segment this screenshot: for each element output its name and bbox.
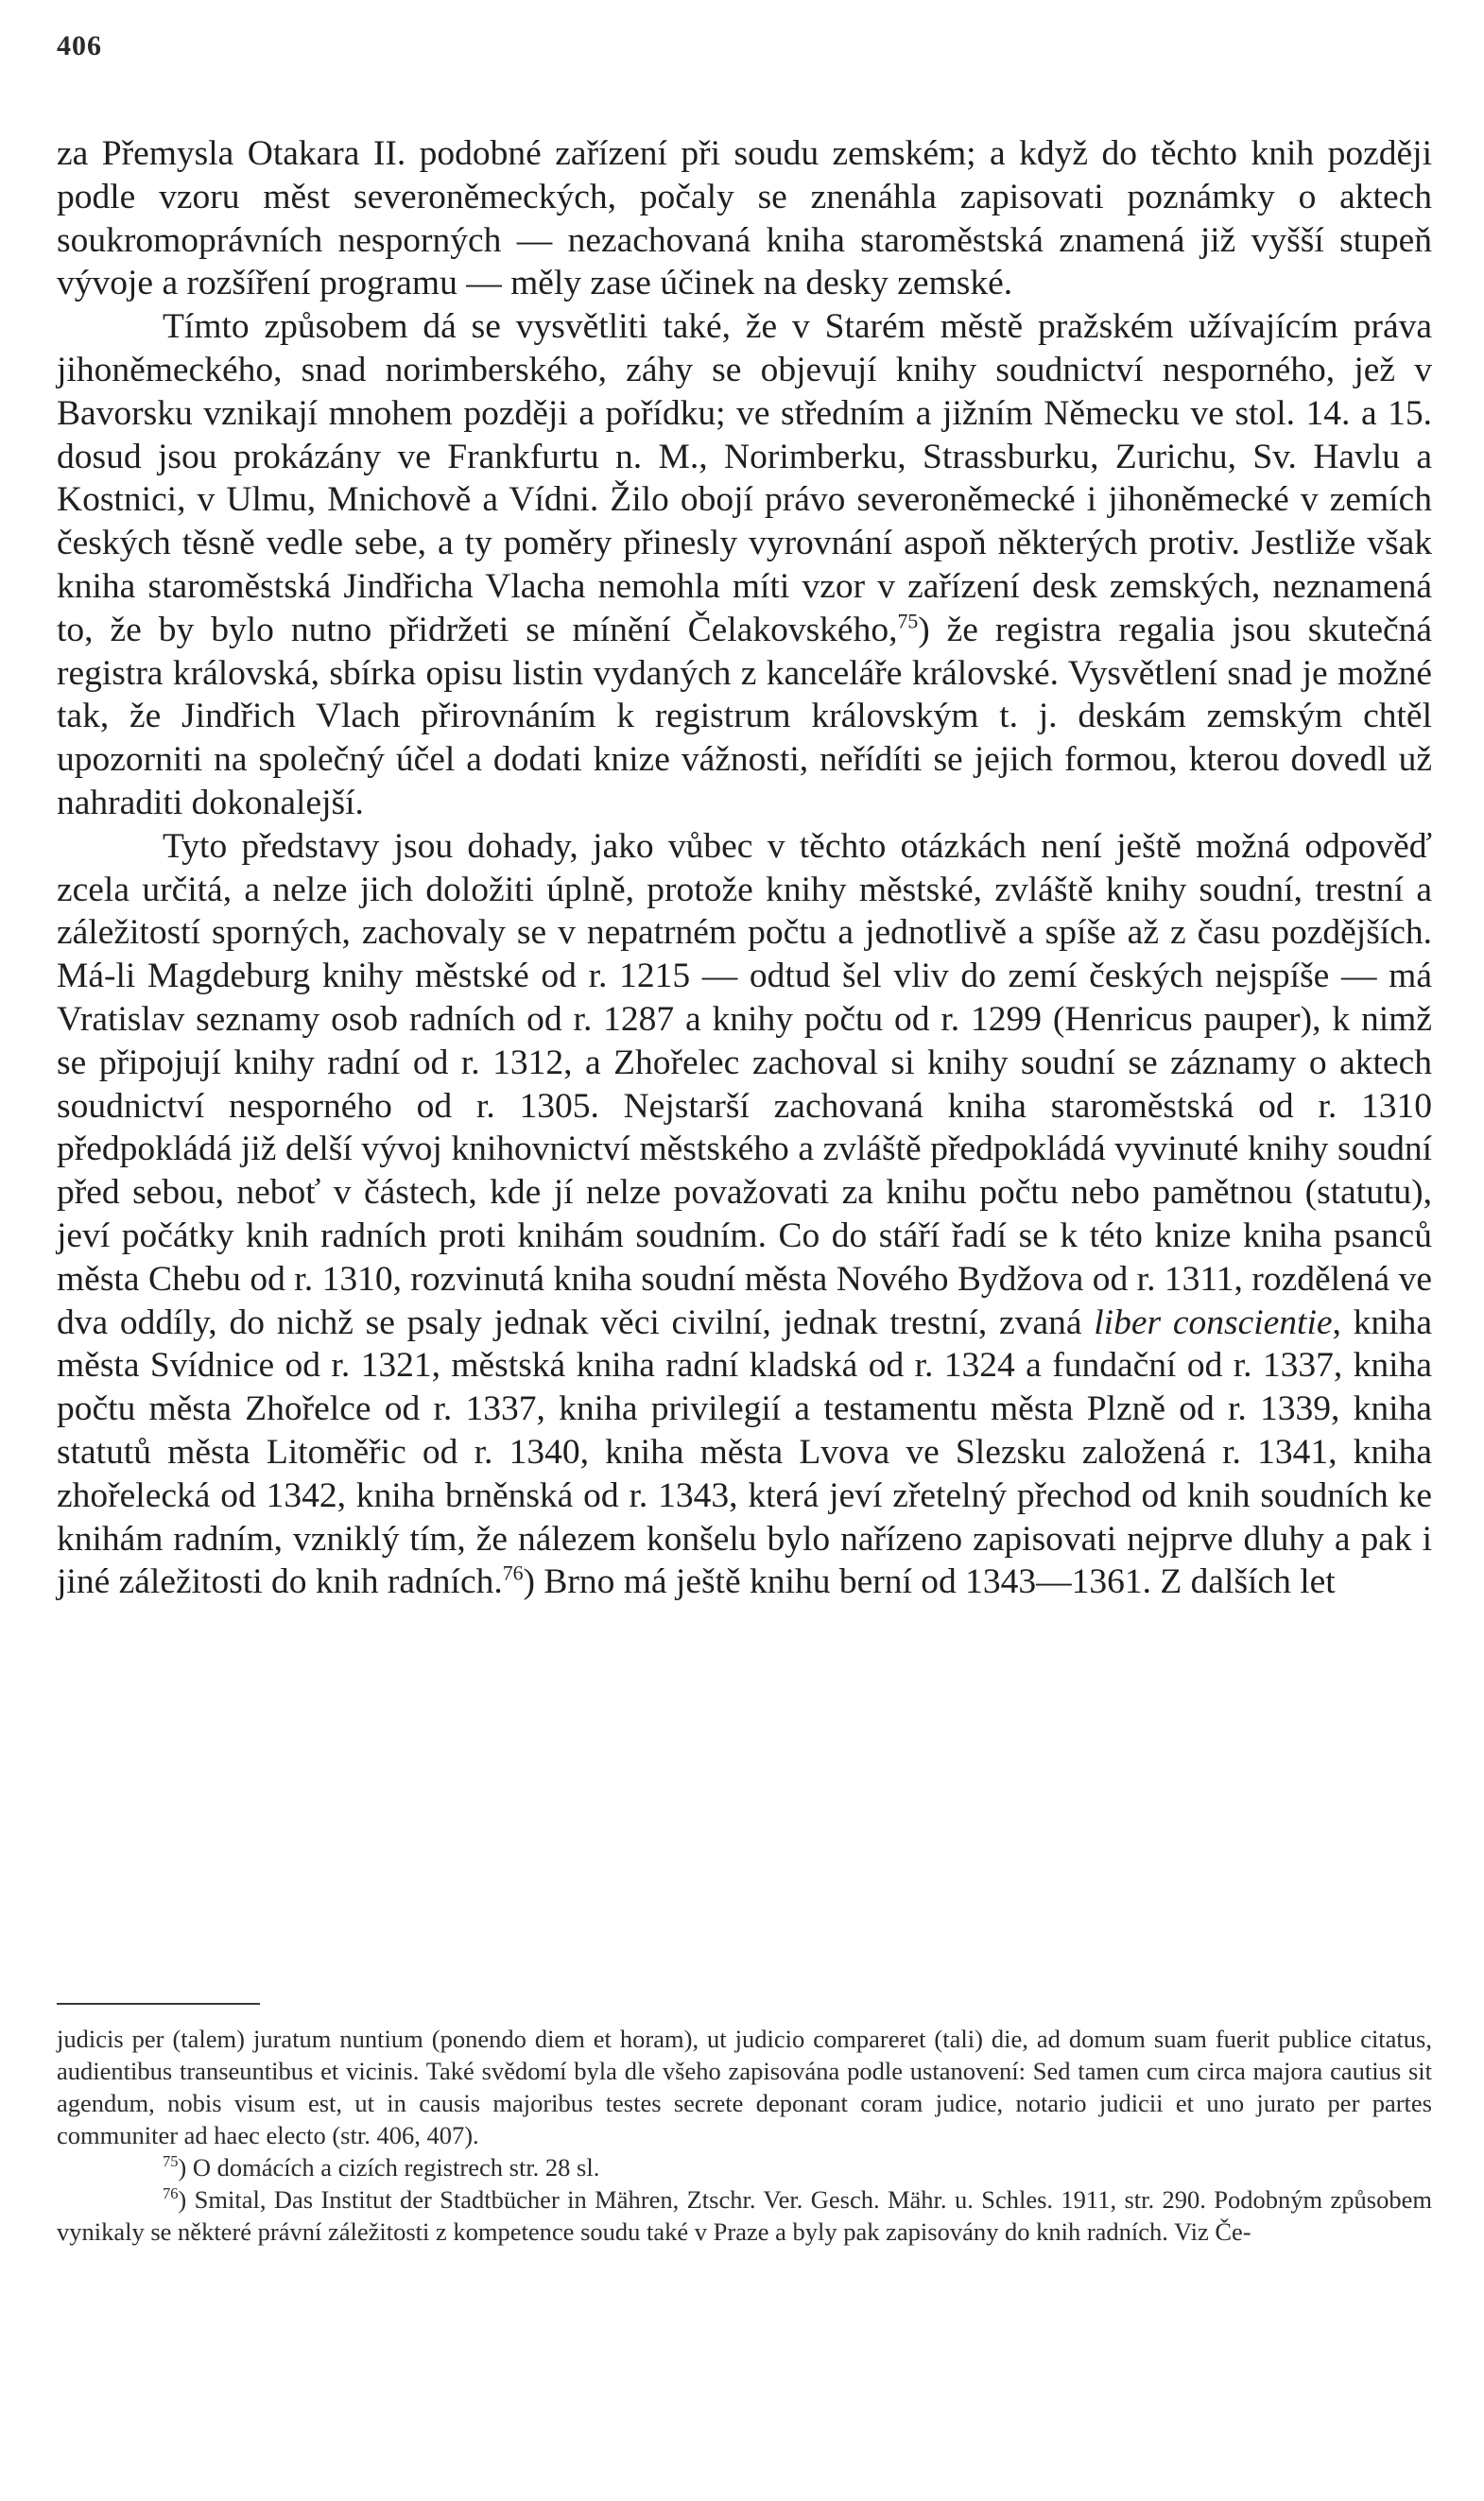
- paragraph-3-text-a: Tyto představy jsou dohady, jako vůbec v těchto otázkách není ještě možná odpověď zcela určitá, a nelze jich doložiti úplně, protože knihy městské, zvláště knihy soudní, trestní a záležitostí sporných, zachovaly se v nepatrném počtu a jednotlivě a spíše až z času pozdějších. Má-li Magdeburg knihy městské od r. 1215 — odtud šel vliv do zemí českých nejspíše — má Vratislav seznamy osob radních od r. 1287 a knihy počtu od r. 1299 (Henricus pauper), k nimž se připojují knihy radní od r. 1312, a Zhořelec zachoval si knihy soudní se záznamy o aktech soudnictví nesporného od r. 1305. Nejstarší zachovaná kniha staroměstská od r. 1310 předpokládá již delší vývoj knihovnictví městského a zvláště předpokládá vyvinuté knihy soudní před sebou, neboť v částech, kde jí nelze považovati za knihu počtu nebo pamětnou (statutu), jeví počátky knih radních proti knihám soudním. Co do stáří řadí se k této knize kniha psanců města Chebu od r. 1310, rozvinutá kniha soudní města Nového Bydžova od r. 1311, rozdělená ve dva oddíly, do nichž se psaly jednak věci civilní, jednak trestní, zvaná: [57, 826, 1432, 1342]
- paragraph-2-text-a: Tímto způsobem dá se vysvětliti také, že v Starém městě pražském užívajícím práva jihoněmeckého, snad norimberského, záhy se objevují knihy soudnictví nesporného, jež v Bavorsku vznikají mnohem později a pořídku; ve středním a jižním Německu ve stol. 14. a 15. dosud jsou prokázány ve Frankfurtu n. M., Norimberku, Strassburku, Zurichu, Sv. Havlu a Kostnici, v Ulmu, Mnichově a Vídni. Žilo obojí právo severoněmecké i jihoněmecké v zemích českých těsně vedle sebe, a ty poměry přinesly vyrovnání aspoň některých protiv. Jestliže však kniha staroměstská Jindřicha Vlacha nemohla míti vzor v zařízení desk zemských, neznamená to, že by bylo nutno přidržeti se mínění Čelakovského,: [57, 307, 1432, 649]
- footnote-ref-75: 75: [897, 610, 919, 633]
- footnote-continuation: judicis per (talem) juratum nuntium (ponendo diem et horam), ut judicio compareret (tali) die, ad domum suam fuerit publice citatus, audientibus transeuntibus et vicinis. Také svědomí byla dle všeho zapisována podle ustanovení: Sed tamen cum circa majora cautius sit agendum, nobis visum est, ut in causis majoribus testes secrete deponant coram judice, notario judicii et uno jurato per partes communiter ad haec electo (str. 406, 407).: [57, 2025, 1432, 2149]
- footnote-75-mark: 75: [163, 2152, 179, 2171]
- paragraph-3-text-b: , kniha města Svídnice od r. 1321, městská kniha radní kladská od r. 1324 a fundační od r. 1337, kniha počtu města Zhořelce od r. 1337, kniha privilegií a testamentu města Plzně od r. 1339, kniha statutů města Litoměřic od r. 1340, kniha města Lvova ve Slezsku založená r. 1341, kniha zhořelecká od 1342, kniha brněnská od r. 1343, která jeví zřetelný přechod od knih soudních ke knihám radním, vzniklý tím, že nálezem konšelu bylo nařízeno zapisovati nejprve dluhy a pak i jiné záležitosti do knih radních.: [57, 1302, 1432, 1602]
- page-number: 406: [57, 30, 102, 61]
- footnote-ref-76: 76: [502, 1561, 524, 1585]
- paragraph-3-text-c: ) Brno má ještě knihu berní od 1343—1361. Z dalších let: [523, 1562, 1336, 1602]
- footnote-divider: [57, 2003, 260, 2005]
- paragraph-2: [57, 305, 1432, 825]
- footnote-76: [57, 2183, 1432, 2248]
- paragraph-2-text-b: ) že registra regalia jsou skutečná registra královská, sbírka opisu listin vydaných z kanceláře královské. Vysvětlení snad je možné tak, že Jindřich Vlach přirovnáním k registrum královským t. j. deskám zemským chtěl upozorniti na společný účel a dodati knize vážnosti, neřídíti se jejich formou, kterou dovedl už nahraditi dokonalejší.: [57, 610, 1433, 822]
- footnote-75-text: ) O domácích a cizích registrech str. 28 sl.: [178, 2153, 600, 2182]
- footnotes: [57, 2023, 1432, 2248]
- footnote-76-mark: 76: [163, 2184, 179, 2203]
- footnote-75: [57, 2151, 1432, 2183]
- paragraph-1: za Přemysla Otakara II. podobné zařízení při soudu zemském; a když do těchto knih později podle vzoru měst severoněmeckých, počaly se znenáhla zapisovati poznámky o aktech soukromoprávních nesporných — nezachovaná kniha staroměstská znamená již vyšší stupeň vývoje a rozšíření programu — měly zase účinek na desky zemské.: [57, 134, 1432, 303]
- paragraph-3: [57, 825, 1432, 1604]
- paragraph-3-italic-term: liber conscientie: [1094, 1302, 1333, 1342]
- footnote-76-text: ) Smital, Das Institut der Stadtbücher in Mähren, Ztschr. Ver. Gesch. Mähr. u. Schles. 1911, str. 290. Podobným způsobem vynikaly se některé právní záležitosti z kompetence soudu také v Praze a byly pak zapisovány do knih radních. Viz Če-: [57, 2185, 1432, 2246]
- main-text: [57, 132, 1432, 1604]
